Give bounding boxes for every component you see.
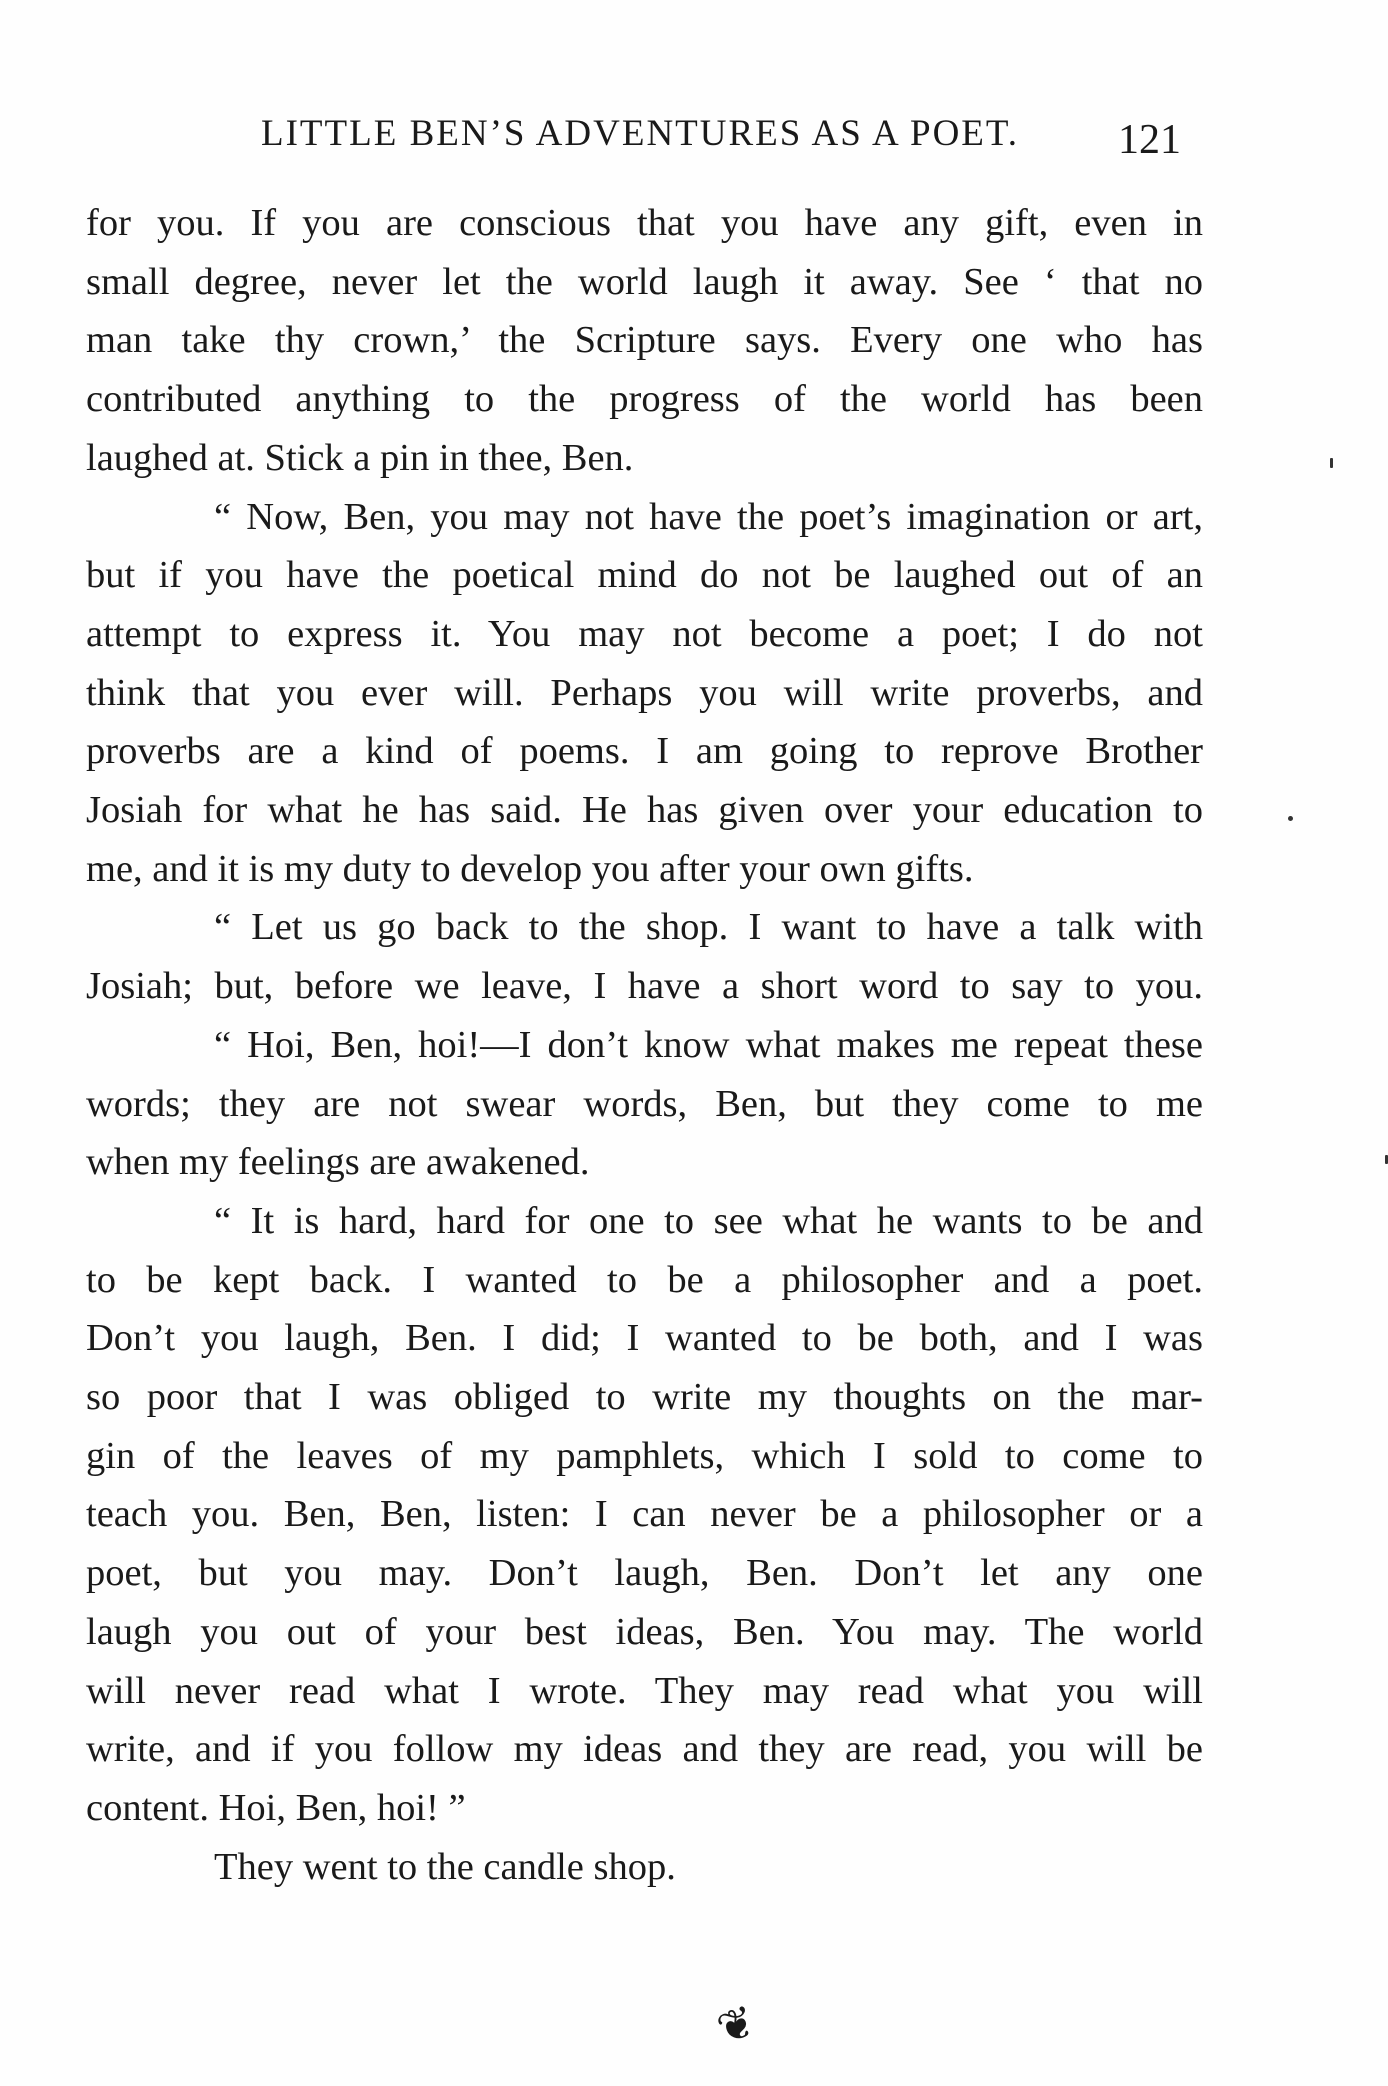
paragraph-2 — [86, 488, 1203, 899]
text-line: They went to the candle shop. — [214, 1845, 676, 1888]
body-text — [86, 194, 1203, 1896]
text-line: so poor that I was obliged to write my thoughts on the mar- — [86, 1376, 1203, 1419]
running-title: LITTLE BEN’S ADVENTURES AS A POET. — [261, 113, 1019, 154]
text-line: attempt to express it. You may not become a poet; I do not — [86, 612, 1203, 655]
paragraph-6 — [86, 1838, 1203, 1897]
text-line: “ Now, Ben, you may not have the poet’s imagination or art, — [214, 495, 1203, 538]
text-line: will never read what I wrote. They may read what you will — [86, 1669, 1203, 1712]
paragraph-1 — [86, 194, 1203, 488]
text-line: contributed anything to the progress of the world has been — [86, 378, 1203, 421]
text-line: to be kept back. I wanted to be a philosopher and a poet. — [86, 1258, 1203, 1301]
paragraph-4 — [86, 1016, 1203, 1192]
text-line: me, and it is my duty to develop you after your own gifts. — [86, 847, 974, 890]
text-line: “ It is hard, hard for one to see what he wants to be and — [214, 1199, 1203, 1242]
margin-speck — [1288, 816, 1293, 821]
text-line: content. Hoi, Ben, hoi! ” — [86, 1786, 466, 1829]
text-line: laugh you out of your best ideas, Ben. You may. The world — [86, 1610, 1203, 1653]
text-line: poet, but you may. Don’t laugh, Ben. Don’t let any one — [86, 1552, 1203, 1595]
text-line: “ Hoi, Ben, hoi!—I don’t know what makes me repeat these — [214, 1023, 1203, 1066]
paragraph-5 — [86, 1192, 1203, 1838]
page-number: 121 — [1118, 117, 1181, 163]
text-line: Josiah for what he has said. He has given over your education to — [86, 789, 1203, 832]
text-line: gin of the leaves of my pamphlets, which I sold to come to — [86, 1434, 1203, 1477]
text-line: think that you ever will. Perhaps you will write proverbs, and — [86, 671, 1203, 714]
text-line: proverbs are a kind of poems. I am going to reprove Brother — [86, 730, 1203, 773]
margin-speck — [1330, 458, 1333, 468]
text-line: Josiah; but, before we leave, I have a short word to say to you. — [86, 965, 1203, 1008]
text-line: when my feelings are awakened. — [86, 1141, 590, 1184]
text-line: small degree, never let the world laugh it away. See ‘ that no — [86, 260, 1203, 303]
text-line: Don’t you laugh, Ben. I did; I wanted to be both, and I was — [86, 1317, 1203, 1360]
text-line: words; they are not swear words, Ben, but they come to me — [86, 1082, 1203, 1125]
text-line: “ Let us go back to the shop. I want to have a talk with — [214, 906, 1203, 949]
text-line: but if you have the poetical mind do not be laughed out of an — [86, 554, 1203, 597]
text-line: laughed at. Stick a pin in thee, Ben. — [86, 436, 634, 479]
printer-ornament-icon: ❦ — [710, 1996, 763, 2055]
text-line: for you. If you are conscious that you have any gift, even in — [86, 202, 1203, 244]
text-line: write, and if you follow my ideas and they are read, you will be — [86, 1728, 1203, 1771]
running-head — [0, 112, 1388, 172]
text-line: teach you. Ben, Ben, listen: I can never be a philosopher or a — [86, 1493, 1203, 1536]
paragraph-3 — [86, 898, 1203, 1015]
text-line: man take thy crown,’ the Scripture says. Every one who has — [86, 319, 1203, 362]
